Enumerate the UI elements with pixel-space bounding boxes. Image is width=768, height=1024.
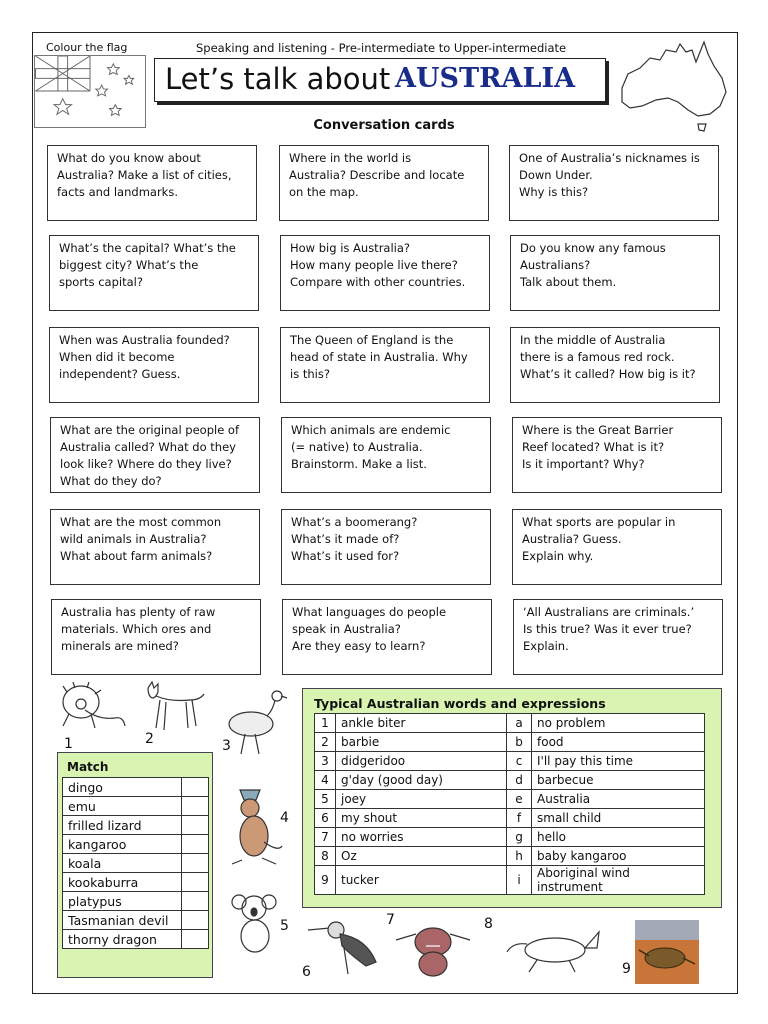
emu-icon (225, 688, 293, 758)
tasmanian-devil-icon (392, 920, 474, 978)
animal-name: kangaroo (63, 835, 182, 854)
match-row (63, 797, 209, 816)
conversation-card: When was Australia founded? When did it become independent? Guess. (49, 327, 259, 403)
section-heading: Conversation cards (313, 118, 455, 133)
meaning-letter: c (507, 752, 532, 771)
word: g'day (good day) (336, 771, 507, 790)
meaning-letter: e (507, 790, 532, 809)
subtitle: Speaking and listening - Pre-intermediate to Upper-intermediate (196, 41, 567, 55)
word: my shout (336, 809, 507, 828)
answer-blank[interactable] (182, 778, 209, 797)
conversation-card: What’s a boomerang? What’s it made of? What’s it used for? (281, 509, 491, 585)
animal-name: dingo (63, 778, 182, 797)
conversation-card: Do you know any famous Australians? Talk about them. (510, 235, 720, 311)
words-row (315, 771, 705, 790)
conversation-card: How big is Australia? How many people live there? Compare with other countries. (280, 235, 490, 311)
words-title: Typical Australian words and expressions (314, 696, 606, 711)
match-row (63, 835, 209, 854)
words-row (315, 828, 705, 847)
animal-number: 3 (222, 738, 231, 754)
conversation-card: The Queen of England is the head of state in Australia. Why is this? (280, 327, 490, 403)
conversation-card: Australia has plenty of raw materials. Which ores and minerals are mined? (51, 599, 261, 675)
word-number: 3 (315, 752, 336, 771)
words-box (302, 688, 722, 908)
kangaroo-icon (226, 786, 286, 868)
word: tucker (336, 866, 507, 895)
word: joey (336, 790, 507, 809)
words-row (315, 847, 705, 866)
meaning-letter: f (507, 809, 532, 828)
word: Oz (336, 847, 507, 866)
meaning-letter: g (507, 828, 532, 847)
title-country: AUSTRALIA (395, 63, 576, 94)
conversation-card: What are the most common wild animals in Australia? What about farm animals? (50, 509, 260, 585)
word-number: 5 (315, 790, 336, 809)
word-number: 8 (315, 847, 336, 866)
koala-icon (231, 890, 281, 958)
meaning: small child (532, 809, 705, 828)
words-row (315, 790, 705, 809)
answer-blank[interactable] (182, 873, 209, 892)
conversation-card: What languages do people speak in Australia? Are they easy to learn? (282, 599, 492, 675)
match-box (57, 752, 213, 978)
match-row (63, 854, 209, 873)
words-row (315, 809, 705, 828)
answer-blank[interactable] (182, 892, 209, 911)
animal-name: emu (63, 797, 182, 816)
meaning-letter: i (507, 866, 532, 895)
words-row (315, 866, 705, 895)
word: barbie (336, 733, 507, 752)
match-row (63, 816, 209, 835)
title-prefix: Let’s talk about (165, 62, 391, 96)
meaning: I'll pay this time (532, 752, 705, 771)
words-row (315, 714, 705, 733)
thorny-dragon-photo (635, 920, 699, 984)
answer-blank[interactable] (182, 911, 209, 930)
meaning: baby kangaroo (532, 847, 705, 866)
meaning-letter: h (507, 847, 532, 866)
words-row (315, 752, 705, 771)
meaning-letter: a (507, 714, 532, 733)
conversation-card: What’s the capital? What’s the biggest city? What’s the sports capital? (49, 235, 259, 311)
meaning: no problem (532, 714, 705, 733)
conversation-card: Which animals are endemic (= native) to Australia. Brainstorm. Make a list. (281, 417, 491, 493)
conversation-card: Where is the Great Barrier Reef located? What is it? Is it important? Why? (512, 417, 722, 493)
animal-name: Tasmanian devil (63, 911, 182, 930)
animal-name: kookaburra (63, 873, 182, 892)
animal-number: 2 (145, 731, 154, 747)
title-box (154, 58, 606, 102)
kookaburra-icon (306, 916, 382, 976)
dingo-icon (140, 680, 208, 736)
word-number: 1 (315, 714, 336, 733)
conversation-card: What are the original people of Australia called? What do they look like? Where do they live? What do they do? (50, 417, 260, 493)
conversation-card: What do you know about Australia? Make a list of cities, facts and landmarks. (47, 145, 257, 221)
word: no worries (336, 828, 507, 847)
word-number: 7 (315, 828, 336, 847)
answer-blank[interactable] (182, 854, 209, 873)
animal-number: 6 (302, 964, 311, 980)
animal-number: 9 (622, 961, 631, 977)
animal-number: 8 (484, 916, 493, 932)
word-number: 2 (315, 733, 336, 752)
meaning: barbecue (532, 771, 705, 790)
words-row (315, 733, 705, 752)
conversation-card: One of Australia’s nicknames is Down Under. Why is this? (509, 145, 719, 221)
flag-label: Colour the flag (46, 41, 128, 54)
animal-name: koala (63, 854, 182, 873)
match-title: Match (67, 760, 109, 774)
conversation-card: What sports are popular in Australia? Guess. Explain why. (512, 509, 722, 585)
word-number: 9 (315, 866, 336, 895)
conversation-card: Where in the world is Australia? Describe and locate on the map. (279, 145, 489, 221)
answer-blank[interactable] (182, 816, 209, 835)
animal-name: platypus (63, 892, 182, 911)
words-table (314, 713, 705, 895)
meaning: Australia (532, 790, 705, 809)
answer-blank[interactable] (182, 930, 209, 949)
platypus-icon (505, 922, 601, 978)
match-row (63, 911, 209, 930)
animal-number: 4 (280, 810, 289, 826)
meaning-letter: b (507, 733, 532, 752)
animal-number: 1 (64, 736, 73, 752)
match-row (63, 892, 209, 911)
animal-number: 5 (280, 918, 289, 934)
answer-blank[interactable] (182, 797, 209, 816)
conversation-card: In the middle of Australia there is a famous red rock. What’s it called? How big is it? (510, 327, 720, 403)
match-row (63, 930, 209, 949)
meaning: food (532, 733, 705, 752)
match-row (63, 873, 209, 892)
match-table (62, 777, 209, 949)
animal-name: frilled lizard (63, 816, 182, 835)
meaning: hello (532, 828, 705, 847)
answer-blank[interactable] (182, 835, 209, 854)
match-row (63, 778, 209, 797)
meaning-letter: d (507, 771, 532, 790)
meaning: Aboriginal wind instrument (532, 866, 705, 895)
word-number: 4 (315, 771, 336, 790)
conversation-card: ‘All Australians are criminals.’ Is this true? Was it ever true? Explain. (513, 599, 723, 675)
word: didgeridoo (336, 752, 507, 771)
word: ankle biter (336, 714, 507, 733)
animal-number: 7 (386, 912, 395, 928)
animal-name: thorny dragon (63, 930, 182, 949)
word-number: 6 (315, 809, 336, 828)
frilled-lizard-icon (55, 680, 127, 736)
